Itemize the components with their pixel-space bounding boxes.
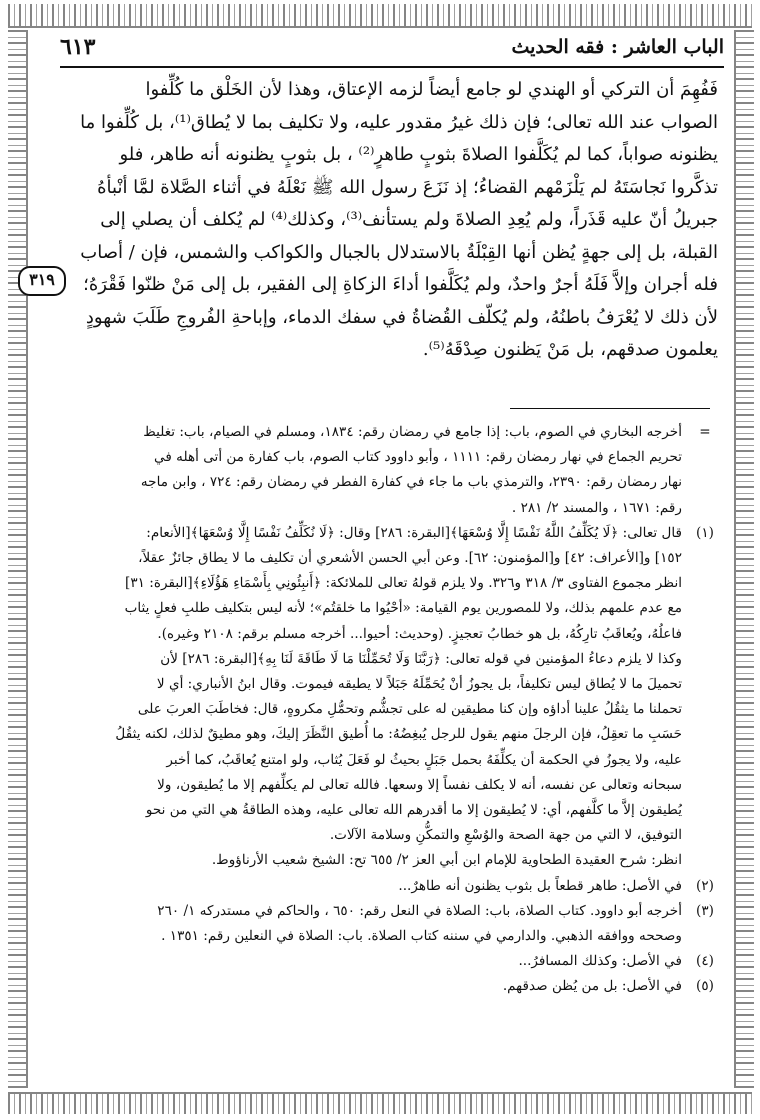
decorative-border-left xyxy=(8,30,28,1088)
footnote-line: في الأصل: بل من يُظن صدقهم. xyxy=(502,978,682,995)
footnote-line: تحميلَ ما لا يُطاق ليس تكليفاً، بل يجوزُ أنْ يُحَمِّلَهُ جَبَلاً لا يطيقه فيموت. وقال ابنُ الأنباري: أي لا xyxy=(156,676,682,693)
footnote-mark: (٣) xyxy=(696,902,714,919)
footnote-line: يُطيقون إلاَّ ما كلَّفهم، أي: لا يُطيقون إلا ما أقدرهم الله تعالى عليه، وهذه الطاقةُ هي التي من نحو xyxy=(145,802,682,819)
footnote-line: ١٥٢] و[الأعراف: ٤٢] و[المؤمنون: ٦٢]. وعن أبي الحسن الأشعري أن تكليف ما لا يطاق جائزٌ عقلاً، xyxy=(138,550,682,567)
manuscript-page-marker: ٣١٩ xyxy=(18,266,66,296)
footnote-line: تحملنا ما يثقُلُ علينا أداؤه وإن كنا مطيقين له على تجشُّم وتحمُّلِ مكروهٍ، قال: فخاطَبَ العربَ على xyxy=(137,701,682,718)
footnote-mark: (٢) xyxy=(696,877,714,894)
footnote-mark: (٥) xyxy=(696,978,714,995)
footnote-line: وكذا لا يلزم دعاءُ المؤمنين في قوله تعالى: ﴿رَبَّنَا وَلَا تُحَمِّلْنَا مَا لَا طَاقَةَ لَنَا بِهِ﴾[البقرة: ٢٨٦] لأن xyxy=(160,650,682,667)
footnote-line: حَسَبِ ما تعقِلُ، فإن الرجلَ منهم يقول للرجل يُبغِضُهُ: ما أُطيق النَّظَرَ إليكَ، وهو مطيقٌ لذلك، لكنه يثقُلُ xyxy=(115,726,682,743)
footnote-mark: (١) xyxy=(696,524,714,541)
footnote-continuation xyxy=(46,420,720,521)
footnote-2 xyxy=(46,874,720,899)
main-line: تذكَّروا نَجاسَتَهُ لم يَلْزَمْهم القضاءُ؛ إذ نَزَعَ رسول الله ﷺ نَعْلَهُ في أثناء الصَّلاة لمَّا أنْبأهُ xyxy=(97,176,718,198)
footnote-4 xyxy=(46,949,720,974)
main-line: يعلمون صدقهم، بل مَنْ يَظنون صِدْقَهُ⁽⁵⁾. xyxy=(422,339,718,360)
decorative-border-right xyxy=(734,30,754,1088)
footnote-5 xyxy=(46,974,720,999)
main-line: لأن ذلك لا يُعْرَفُ باطنُهُ، ولم يُكلّف القُضاةُ في سفك الدماء، وإباحةِ الفُروجِ طَلَبَ شهودٍ xyxy=(85,306,718,328)
footnote-line: أخرجه أبو داوود. كتاب الصلاة، باب: الصلاة في النعل رقم: ٦٥٠ ، والحاكم في مستدركه ١/ ٢٦٠ xyxy=(157,902,682,919)
main-line: فله أجران وإلاَّ فَلَهُ أجرٌ واحدٌ، ولم يُكَلَّفوا أداءَ الزكاةِ إلى الفقير، بل إلى مَنْ ظنّوا فَقْرَهُ؛ xyxy=(83,274,718,295)
footnote-line: سبحانه وتعالى عن نفسه، أنه لا يكلف نفساً إلا وسعها. فالله تعالى لم يكلِّفهم إلا ما يُطيقون، ولا xyxy=(157,776,682,793)
footnote-line: رقم: ١٦٧١ ، والمسند ٢/ ٢٨١ . xyxy=(511,499,682,516)
decorative-border-bottom xyxy=(8,1092,752,1114)
main-line: فَفُهِمَ أن التركي أو الهندي لو جامع أيضاً لزمه الإعتاق، وهذا لأن الخَلْق ما كُلِّفوا xyxy=(145,79,718,100)
footnote-line: قال تعالى: ﴿لَا يُكَلِّفُ اللَّهُ نَفْسًا إِلَّا وُسْعَهَا﴾[البقرة: ٢٨٦] وقال: ﴿لَا نُكَلِّفُ نَفْسًا إِلَّا وُسْعَهَا﴾[الأنعام: xyxy=(146,524,682,541)
footnote-reference-line: انظر: شرح العقيدة الطحاوية للإمام ابن أبي العز ٢/ ٦٥٥ تح: الشيخ شعيب الأرناؤوط. xyxy=(211,852,682,869)
main-text-body xyxy=(48,74,718,367)
footnote-line: تحريم الجماع في نهار رمضان رقم: ١١١١ ، وأبو داوود كتاب الصوم، باب كفارة من أتى أهله في xyxy=(154,449,682,466)
footnote-line: انظر مجموع الفتاوى ٣/ ٣١٨ و٣٢٦. ولا يلزم قولهُ تعالى للملائكة: ﴿أَنبِئُونِي بِأَسْمَاءِ هَؤُلَاءِ﴾[البقرة: ٣١] xyxy=(125,575,682,592)
footnote-1 xyxy=(46,521,720,849)
footnote-separator xyxy=(510,408,710,409)
footnote-mark: = xyxy=(699,424,711,440)
main-line: جبريلُ أنّ عليه قَذَراً، ولم يُعِدِ الصلاةَ ولم يستأنف⁽³⁾، وكذلك⁽⁴⁾ لم يُكلف أن يصلي إلى xyxy=(100,209,718,230)
page-header xyxy=(60,32,724,68)
decorative-border-top xyxy=(8,4,752,28)
footnote-line: في الأصل: طاهر قطعاً بل بثوب يظنون أنه طاهرٌ... xyxy=(398,877,682,894)
footnote-line: مع عدم علمهم بذلك، ولا للمصورين يوم القيامة: «أحْيُوا ما خلقتُم»؛ لأنه ليس بتكليف طلبِ فعلٍ يثاب xyxy=(124,600,682,617)
footnote-line: في الأصل: وكذلك المسافرُ... xyxy=(518,953,682,970)
footnote-line: نهار رمضان رقم: ٢٣٩٠، والترمذي باب ما جاء في كفارة الفطر في رمضان رقم: ٧٢٤ ، وابن ماجه xyxy=(140,474,682,491)
main-line: القبلة، بل إلى جهةٍ يُظن أنها القِبْلَةُ بالاستدلال بالجبال والكواكب والشمس، فإن / أصاب xyxy=(80,241,718,263)
footnote-line: أخرجه البخاري في الصوم، باب: إذا جامع في رمضان رقم: ١٨٣٤، ومسلم في الصيام، باب: تغليظ xyxy=(143,424,682,440)
main-line: الصواب عند الله تعالى؛ فإن ذلك غيرُ مقدور عليه، ولا تكليف بما لا يُطاق⁽¹⁾، بل كُلِّفوا ما xyxy=(80,111,718,133)
footnote-mark: (٤) xyxy=(696,953,714,970)
main-line: يظنونه صواباً، كما لم يُكَلَّفوا الصلاةَ بثوبٍ طاهرٍ⁽²⁾ ، بل بثوبٍ يظنونه أنه طاهر، فلو xyxy=(119,144,718,165)
footnote-line: التوفيق، لا التي من جهة الصحة والوُسْعِ والتمكُّنِ وسلامة الآلات. xyxy=(329,827,682,844)
chapter-title: الباب العاشر : فقه الحديث xyxy=(511,36,724,58)
page-number: ٦١٣ xyxy=(60,34,96,60)
footnote-line: وصححه ووافقه الذهبي. والدارمي في سننه كتاب الصلاة. باب: الصلاة في النعلين رقم: ١٣٥١ . xyxy=(161,928,682,945)
footnote-3 xyxy=(46,899,720,949)
footnotes-section xyxy=(46,420,720,1000)
footnote-line: فاعلُهُ، ويُعاقَبُ تارِكُهُ، بل هو خطابُ تعجيزٍ. (وحديث: أحيوا... أخرجه مسلم برقم: ٢١٠٨ وغيره). xyxy=(157,625,682,642)
footnote-line: عليه، ولا يجوزُ في الحكمة أن يكلِّفَهُ بحمل جَبَلٍ بحيثُ لو فَعَلَ يُثاب، ولو امتنع يُعاقَبُ، كما أخبر xyxy=(166,751,682,768)
